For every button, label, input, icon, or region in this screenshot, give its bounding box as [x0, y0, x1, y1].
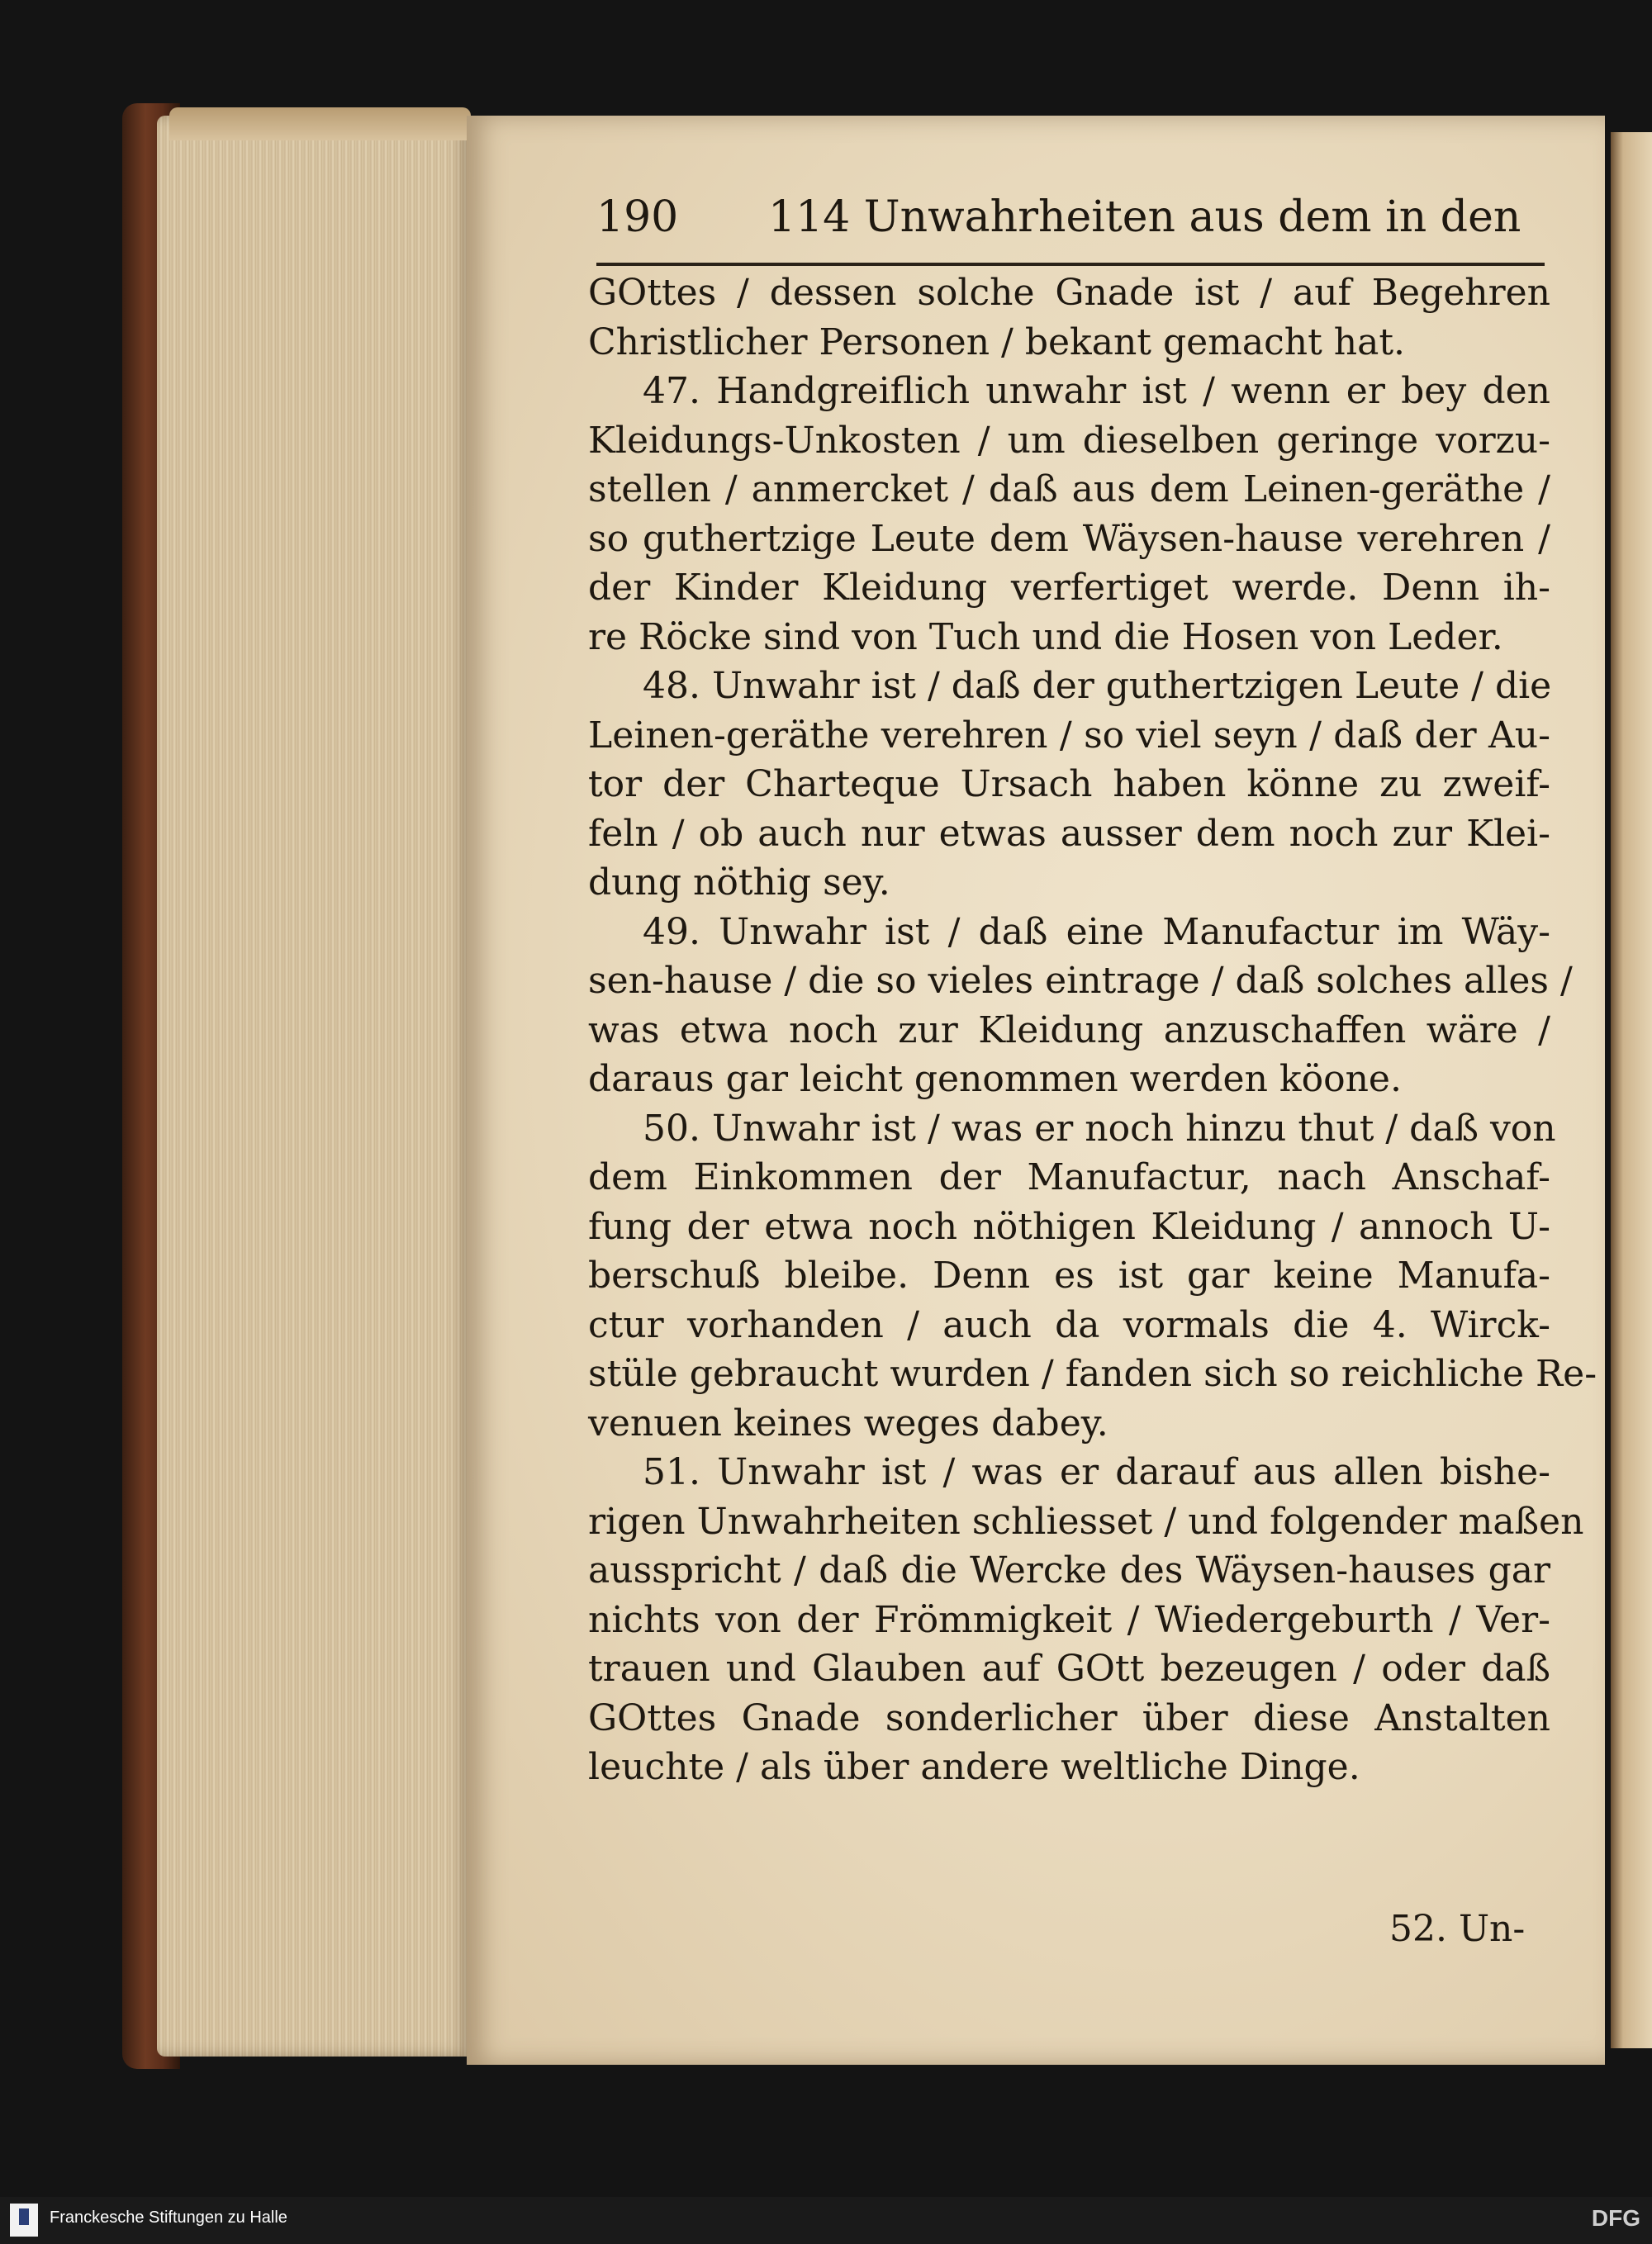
institution-label: Franckesche Stiftungen zu Halle [50, 2208, 287, 2227]
text-line: GOttes / dessen solche Gnade ist / auf Begehren [588, 272, 1550, 314]
text-line: 48. Unwahr ist / daß der guthertzigen Leute / die [643, 665, 1552, 707]
text-line: 47. Handgreiflich unwahr ist / wenn er bey den [643, 370, 1550, 412]
text-line: rigen Unwahrheiten schliesset / und folgender maßen [588, 1500, 1584, 1543]
text-line: venuen keines weges dabey. [588, 1402, 1108, 1445]
text-line: 51. Unwahr ist / was er darauf aus allen bishe- [643, 1451, 1550, 1493]
text-line: GOttes Gnade sonderlicher über diese Anstalten [588, 1696, 1550, 1739]
text-line: so guthertzige Leute dem Wäysen-hause verehren / [588, 517, 1550, 560]
text-line: tor der Charteque Ursach haben könne zu zweif- [588, 763, 1550, 805]
running-head: 114 Unwahrheiten aus dem in den [768, 192, 1521, 242]
text-line: dung nöthig sey. [588, 861, 890, 904]
header-rule [596, 263, 1545, 266]
page-block [157, 116, 471, 2057]
text-line: Christlicher Personen / bekant gemacht hat. [588, 320, 1405, 363]
dfg-logo: DFG [1591, 2205, 1640, 2231]
text-line: 50. Unwahr ist / was er noch hinzu thut / daß von [643, 1107, 1556, 1150]
text-line: Kleidungs-Unkosten / um dieselben geringe vorzu- [588, 419, 1550, 462]
text-line: Leinen-geräthe verehren / so viel seyn / daß der Au- [588, 714, 1550, 757]
text-line: stellen / anmercket / daß aus dem Leinen-geräthe / [588, 468, 1550, 510]
text-line: daraus gar leicht genommen werden köone. [588, 1058, 1402, 1100]
text-line: sen-hause / die so vieles eintrage / daß solches alles / [588, 960, 1573, 1002]
text-line: dem Einkommen der Manufactur, nach Anschaf- [588, 1156, 1550, 1198]
text-line: feln / ob auch nur etwas ausser dem noch zur Klei- [588, 812, 1550, 855]
text-line: re Röcke sind von Tuch und die Hosen von Leder. [588, 615, 1503, 658]
page-block-top [169, 107, 471, 140]
page-body [588, 268, 1597, 1792]
text-line: ausspricht / daß die Wercke des Wäysen-hauses gar [588, 1549, 1550, 1592]
text-line: ctur vorhanden / auch da vormals die 4. Wirck- [588, 1303, 1550, 1346]
viewer-footer [0, 2197, 1652, 2244]
text-line: stüle gebraucht wurden / fanden sich so reichliche Re- [588, 1353, 1597, 1395]
text-line: der Kinder Kleidung verfertiget werde. Denn ih- [588, 567, 1550, 609]
adjoining-page [1611, 132, 1652, 2048]
text-line: was etwa noch zur Kleidung anzuschaffen wäre / [588, 1008, 1550, 1051]
text-line: trauen und Glauben auf GOtt bezeugen / oder daß [588, 1648, 1550, 1690]
text-line: berschuß bleibe. Denn es ist gar keine Manufa- [588, 1255, 1550, 1297]
catchword: 52. Un- [1389, 1908, 1526, 1950]
page-number: 190 [596, 192, 679, 242]
text-line: 49. Unwahr ist / daß eine Manufactur im Wäy- [643, 910, 1550, 953]
text-line: leuchte / als über andere weltliche Dinge. [588, 1746, 1360, 1788]
text-line: fung der etwa noch nöthigen Kleidung / annoch U- [588, 1205, 1550, 1248]
institution-logo-icon [10, 2204, 38, 2237]
page-header [596, 186, 1546, 252]
text-line: nichts von der Frömmigkeit / Wiedergeburth / Ver- [588, 1598, 1550, 1641]
